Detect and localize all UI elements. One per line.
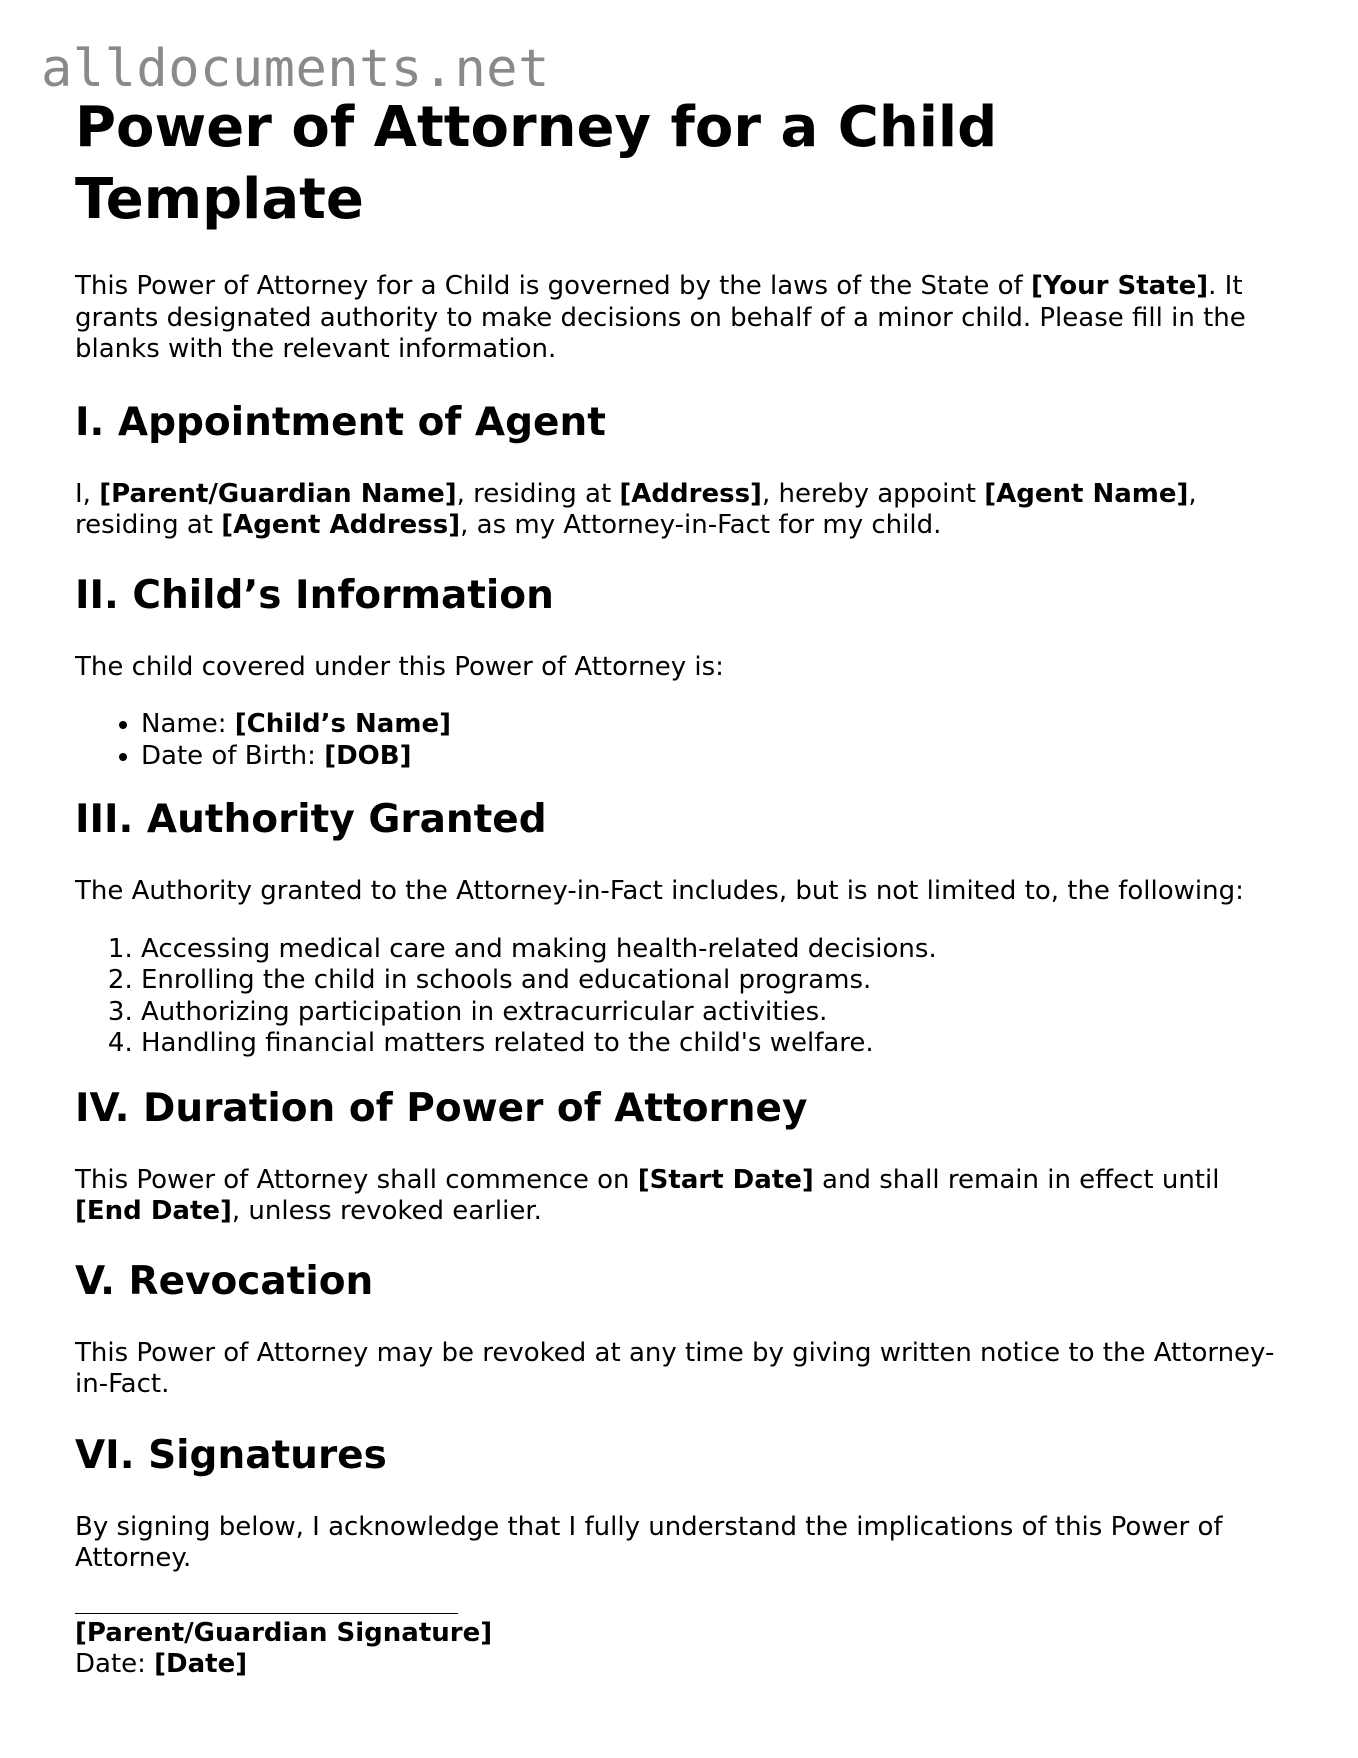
watermark-logo: alldocuments.net [41,39,550,99]
duration-text-1: This Power of Attorney shall commence on [75,1164,638,1195]
list-item: 1. Accessing medical care and making health-related decisions. [141,934,1285,966]
child-name-placeholder: [Child’s Name] [234,709,451,739]
appointment-text-1: I, [75,478,100,509]
list-item [141,741,1285,773]
section-heading-revocation: V. Revocation [75,1258,374,1304]
child-name-label: Name: [141,709,235,739]
appointment-paragraph [75,479,1285,542]
document-body [75,92,1285,1681]
list-item: 4. Handling financial matters related to the child's welfare. [141,1028,1285,1060]
list-item: 3. Authorizing participation in extracurricular activities. [141,997,1285,1029]
authority-paragraph: The Authority granted to the Attorney-in-Fact includes, but is not limited to, the following: [75,876,1244,906]
duration-text-3: , unless revoked earlier. [231,1196,542,1226]
appointment-text-3: , hereby appoint [761,478,985,509]
appointment-text-5: , as my Attorney-in-Fact for my child. [460,510,942,540]
date-line [75,1649,1285,1681]
page-title: Power of Attorney for a Child Template [75,95,998,232]
end-date-placeholder: [End Date] [75,1196,232,1226]
intro-text-2: . It grants designated authority to make decisions on behalf of a minor child. Please fill in the blanks with the relevant information. [75,271,1246,364]
date-placeholder: [Date] [154,1649,248,1679]
parent-name-placeholder: [Parent/Guardian Name] [99,478,457,509]
revocation-paragraph: This Power of Attorney may be revoked at any time by giving written notice to the Attorney-in-Fact. [75,1337,1275,1399]
section-heading-appointment: I. Appointment of Agent [75,399,606,445]
dob-placeholder: [DOB] [324,740,412,771]
signature-line [75,1613,458,1614]
agent-address-placeholder: [Agent Address] [221,510,461,540]
intro-paragraph [75,271,1285,366]
appointment-text-4: , residing at [75,478,1197,540]
authority-list [75,934,1285,1060]
start-date-placeholder: [Start Date] [637,1164,814,1195]
intro-text-1: This Power of Attorney for a Child is governed by the laws of the State of [75,271,1031,301]
section-heading-signatures: VI. Signatures [75,1432,387,1478]
section-heading-duration: IV. Duration of Power of Attorney [75,1085,808,1131]
parent-signature-placeholder: [Parent/Guardian Signature] [75,1617,493,1648]
appointment-text-2: , residing at [456,478,620,509]
address-placeholder: [Address] [619,478,762,509]
agent-name-placeholder: [Agent Name] [984,478,1189,509]
state-placeholder: [Your State] [1030,271,1209,301]
child-info-paragraph: The child covered under this Power of Attorney is: [75,651,724,682]
child-info-list [75,709,1285,772]
section-heading-child-info: II. Child’s Information [75,572,554,618]
duration-paragraph [75,1165,1285,1228]
dob-label: Date of Birth: [141,740,325,771]
signature-label [75,1618,1285,1650]
list-item [141,709,1285,741]
list-item: 2. Enrolling the child in schools and educational programs. [141,965,1285,997]
date-label: Date: [75,1649,155,1679]
signatures-paragraph: By signing below, I acknowledge that I fully understand the implications of this Power of Attorney. [75,1511,1223,1573]
section-heading-authority: III. Authority Granted [75,797,547,842]
duration-text-2: and shall remain in effect until [813,1164,1220,1195]
